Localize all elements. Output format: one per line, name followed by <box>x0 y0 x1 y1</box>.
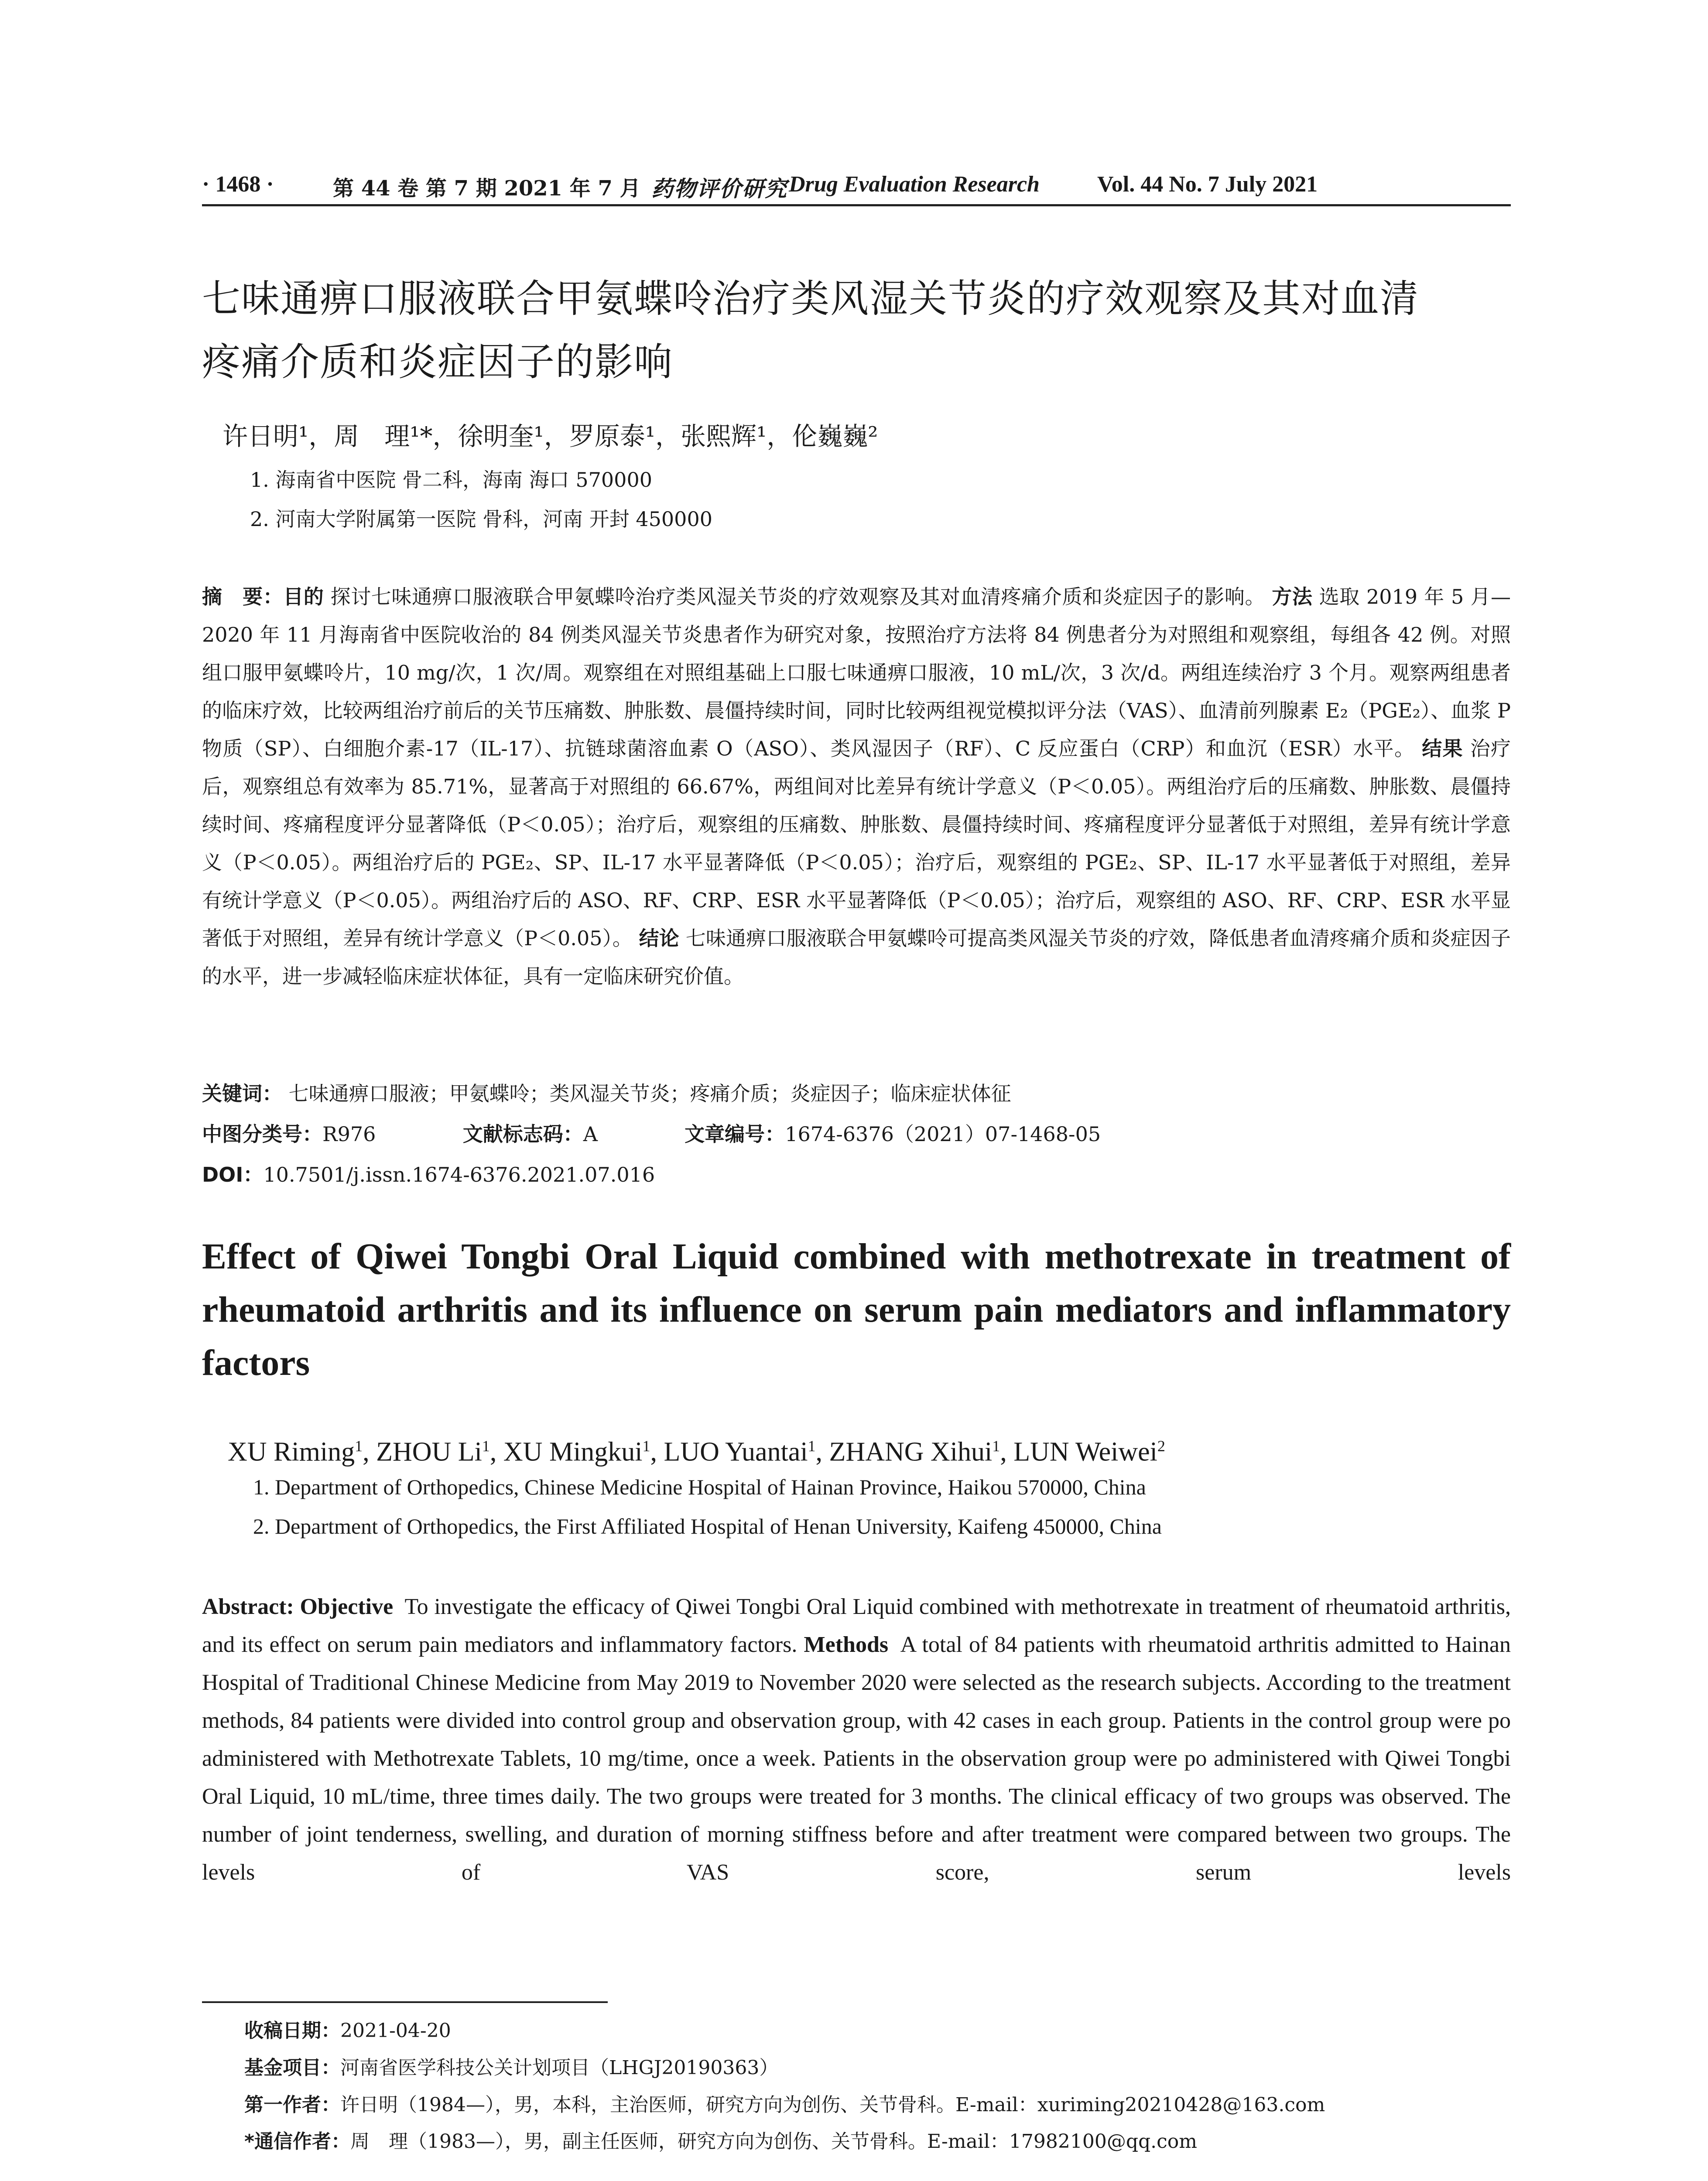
title-en: Effect of Qiwei Tongbi Oral Liquid combined with methotrexate in treatment of rheumatoid arthritis and its influence on serum pain mediators and inflammatory factors <box>202 1236 1511 1383</box>
author-en: ZHANG Xihui <box>829 1437 993 1467</box>
methods-cn-label: 方法 <box>1272 585 1313 608</box>
author-affil-mark: 1 <box>355 1437 363 1455</box>
methods-en: A total of 84 patients with rheumatoid arthritis admitted to Hainan Hospital of Traditional Chinese Medicine from May 2019 to November 2020 were selected as the research subjects. According to the treatment methods, 84 patients were divided into control group and observation group, with 42 cases in each group. Patients in the control group were po administered with Methotrexate Tablets, 10 mg/time, once a week. Patients in the observation group were po administered with Qiwei Tongbi Oral Liquid, 10 mL/time, three times daily. The two groups were treated for 3 months. The clinical efficacy of two groups was observed. The number of joint tenderness, swelling, and duration of morning stiffness before and after treatment were compared between two groups. The levels of VAS score, serum levels <box>202 1632 1511 1885</box>
fund-value: 河南省医学科技公关计划项目（LHGJ20190363） <box>340 2057 779 2079</box>
doi-label: DOI： <box>202 1163 264 1186</box>
keywords-cn <box>202 1075 1511 1113</box>
fund-label: 基金项目： <box>244 2057 340 2079</box>
objective-cn: 探讨七味通痹口服液联合甲氨蝶呤治疗类风湿关节炎的疗效观察及其对血清疼痛介质和炎症因子的影响。 <box>330 585 1266 608</box>
author-en: LUO Yuantai <box>664 1437 808 1467</box>
issue-en: Vol. 44 No. 7 July 2021 <box>1097 172 1318 197</box>
affiliation-cn-2: 2. 河南大学附属第一医院 骨科，河南 开封 450000 <box>250 507 712 531</box>
methods-en-label: Methods <box>804 1632 889 1657</box>
doc-code-value: A <box>583 1122 598 1146</box>
conclusion-cn-label: 结论 <box>639 926 679 950</box>
affiliation-en-2: 2. Department of Orthopedics, the First Affiliated Hospital of Henan University, Kaifeng 450000, China <box>253 1514 1162 1538</box>
first-author-value: 许日明（1984—），男，本科，主治医师，研究方向为创伤、关节骨科。E-mail：xuriming20210428@163.com <box>340 2094 1325 2116</box>
results-cn-label: 结果 <box>1422 737 1463 760</box>
footnote-corresponding <box>244 2127 1509 2157</box>
methods-cn: 选取 2019 年 5 月—2020 年 11 月海南省中医院收治的 84 例类风湿关节炎患者作为研究对象，按照治疗方法将 84 例患者分为对照组和观察组，每组各 42 例。对照组口服甲氨蝶呤片，10 mg/次，1 次/周。观察组在对照组基础上口服七味通痹口服液，10 mL/次，3 次/d。两组连续治疗 3 个月。观察两组患者的临床疗效，比较两组治疗前后的关节压痛数、肿胀数、晨僵持续时间，同时比较两组视觉模拟评分法（VAS）、血清前列腺素 E₂（PGE₂）、血浆 P 物质（SP）、白细胞介素-17（IL-17）、抗链球菌溶血素 O（ASO）、类风湿因子（RF）、C 反应蛋白（CRP）和血沉（ESR）水平。 <box>202 585 1511 760</box>
abstract-cn-label: 摘 要： <box>202 585 284 608</box>
article-no-label: 文章编号： <box>685 1122 785 1146</box>
header-rule <box>202 204 1511 206</box>
journal-name-en: Drug Evaluation Research <box>789 172 1040 197</box>
footnote-first-author <box>244 2090 1509 2120</box>
clc-label: 中图分类号： <box>202 1122 322 1146</box>
received-value: 2021-04-20 <box>340 2020 451 2042</box>
author-affil-mark: 2 <box>1157 1437 1165 1455</box>
classification-row <box>202 1115 1511 1153</box>
keywords-cn-value: 七味通痹口服液；甲氨蝶呤；类风湿关节炎；疼痛介质；炎症因子；临床症状体征 <box>288 1082 1011 1105</box>
keywords-cn-label: 关键词： <box>202 1082 282 1105</box>
running-header <box>202 168 1511 207</box>
doi-row <box>202 1156 1511 1194</box>
author-en: ZHOU Li <box>376 1437 482 1467</box>
title-cn-line2: 疼痛介质和炎症因子的影响 <box>202 339 674 384</box>
results-cn: 治疗后，观察组总有效率为 85.71%，显著高于对照组的 66.67%，两组间对比差异有统计学意义（P＜0.05）。两组治疗后的压痛数、肿胀数、晨僵持续时间、疼痛程度评分显著降低（P＜0.05）；治疗后，观察组的压痛数、肿胀数、晨僵持续时间、疼痛程度评分显著低于对照组，差异有统计学意义（P＜0.05）。两组治疗后的 PGE₂、SP、IL-17 水平显著降低（P＜0.05）；治疗后，观察组的 PGE₂、SP、IL-17 水平显著低于对照组，差异有统计学意义（P＜0.05）。两组治疗后的 ASO、RF、CRP、ESR 水平显著降低（P＜0.05）；治疗后，观察组的 ASO、RF、CRP、ESR 水平显著低于对照组，差异有统计学意义（P＜0.05）。 <box>202 737 1511 950</box>
objective-en-label: Objective <box>300 1594 394 1619</box>
article-no-value: 1674-6376（2021）07-1468-05 <box>785 1122 1101 1146</box>
footnote-rule <box>202 2001 608 2003</box>
objective-en: To investigate the efficacy of Qiwei Tongbi Oral Liquid combined with methotrexate in treatment of rheumatoid arthritis, and its effect on serum pain mediators and inflammatory factors. <box>202 1594 1511 1657</box>
corresponding-label: *通信作者： <box>244 2130 351 2153</box>
footnote-fund <box>244 2053 1509 2083</box>
author-affil-mark: 1 <box>992 1437 1000 1455</box>
page-number: · 1468 · <box>202 172 274 197</box>
received-label: 收稿日期： <box>244 2020 340 2042</box>
abstract-cn <box>202 578 1511 995</box>
author-en: LUN Weiwei <box>1013 1437 1157 1467</box>
affiliation-cn-1: 1. 海南省中医院 骨二科，海南 海口 570000 <box>250 468 652 492</box>
abstract-en-label: Abstract: <box>202 1594 294 1619</box>
doi-value: 10.7501/j.issn.1674-6376.2021.07.016 <box>263 1163 655 1186</box>
journal-logo-cn: 药物评价研究 <box>651 176 787 202</box>
author-affil-mark: 1 <box>808 1437 816 1455</box>
corresponding-value: 周 理（1983—），男，副主任医师，研究方向为创伤、关节骨科。E-mail：17982100@qq.com <box>350 2130 1198 2153</box>
author-affil-mark: 1 <box>642 1437 650 1455</box>
clc-value: R976 <box>322 1122 376 1146</box>
doc-code-label: 文献标志码： <box>462 1122 583 1146</box>
title-cn <box>202 267 1511 393</box>
affiliation-en-1: 1. Department of Orthopedics, Chinese Medicine Hospital of Hainan Province, Haikou 570000, China <box>253 1475 1146 1499</box>
authors-cn: 许日明¹，周 理¹*，徐明奎¹，罗原泰¹，张熙辉¹，伦巍巍² <box>222 421 878 451</box>
author-en: XU Riming <box>228 1437 355 1467</box>
authors-en: XU Riming$^1$, ZHOU Li$^1$, XU Mingkui$^1$, LUO Yuantai$^1$, ZHANG Xihui$^1$, LUN Weiwei$^2$ <box>228 1437 1165 1467</box>
title-cn-line1: 七味通痹口服液联合甲氨蝶呤治疗类风湿关节炎的疗效观察及其对血清 <box>202 276 1420 321</box>
footnote-received <box>244 2016 1509 2046</box>
author-affil-mark: 1 <box>482 1437 490 1455</box>
issue-cn: 第 44 卷 第 7 期 2021 年 7 月 <box>333 176 641 201</box>
conclusion-cn: 七味通痹口服液联合甲氨蝶呤可提高类风湿关节炎的疗效，降低患者血清疼痛介质和炎症因子的水平，进一步减轻临床症状体征，具有一定临床研究价值。 <box>202 926 1511 988</box>
abstract-en <box>202 1588 1511 1891</box>
author-en: XU Mingkui <box>503 1437 643 1467</box>
objective-cn-label: 目的 <box>283 585 324 608</box>
first-author-label: 第一作者： <box>244 2094 340 2116</box>
